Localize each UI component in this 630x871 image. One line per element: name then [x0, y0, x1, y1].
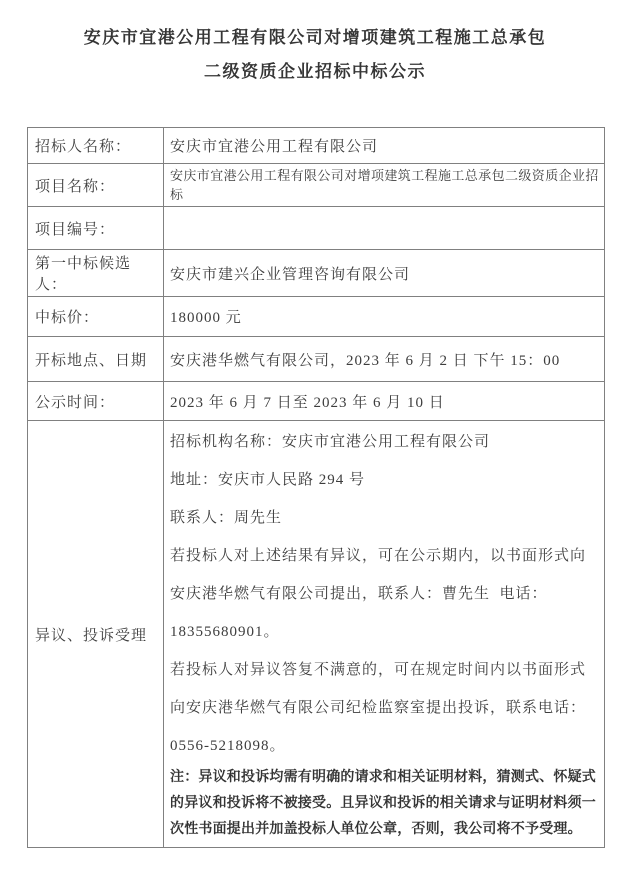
- row-value: 安庆市宜港公用工程有限公司对增项建筑工程施工总承包二级资质企业招标: [164, 164, 605, 207]
- row-label: 开标地点、日期: [28, 337, 164, 382]
- row-value: [164, 207, 605, 250]
- row-project-number: [28, 207, 605, 250]
- row-value: 2023 年 6 月 7 日至 2023 年 6 月 10 日: [164, 382, 605, 421]
- row-value: 安庆市建兴企业管理咨询有限公司: [164, 250, 605, 297]
- complaint-line: 联系人：周先生: [170, 510, 283, 526]
- row-announcement-period: [28, 382, 605, 421]
- row-winning-price: [28, 297, 605, 337]
- row-value: 安庆市宜港公用工程有限公司: [164, 128, 605, 164]
- row-label: 公示时间：: [28, 382, 164, 421]
- complaint-note: 注：异议和投诉均需有明确的请求和相关证明材料，猜测式、怀疑式的异议和投诉将不被接受。且异议和投诉的相关请求与证明材料须一次性书面提出并加盖投标人单位公章，否则，我公司将不予受理。: [170, 770, 596, 837]
- row-project-name: [28, 164, 605, 207]
- page-title-line-1: 安庆市宜港公用工程有限公司对增项建筑工程施工总承包: [83, 28, 547, 47]
- row-objection-complaint: [28, 421, 605, 848]
- complaint-line: 地址：安庆市人民路 294 号: [170, 472, 366, 488]
- row-opening-place-date: [28, 337, 605, 382]
- row-label: 项目名称：: [28, 164, 164, 207]
- page-title: [0, 0, 630, 89]
- row-label: 第一中标候选人：: [28, 250, 164, 297]
- row-value: 安庆港华燃气有限公司，2023 年 6 月 2 日 下午 15：00: [164, 337, 605, 382]
- row-first-winning-candidate: [28, 250, 605, 297]
- row-bidder-name: [28, 128, 605, 164]
- row-label: 招标人名称：: [28, 128, 164, 164]
- row-label: 中标价：: [28, 297, 164, 337]
- row-label: 项目编号：: [28, 207, 164, 250]
- complaint-line: 若投标人对上述结果有异议，可在公示期内，以书面形式向安庆港华燃气有限公司提出，联系人：曹先生 电话：18355680901。: [170, 548, 587, 640]
- row-value: [164, 421, 605, 848]
- bid-result-table: [27, 127, 605, 848]
- row-value: 180000 元: [164, 297, 605, 337]
- complaint-line: 招标机构名称：安庆市宜港公用工程有限公司: [170, 434, 491, 450]
- row-label: 异议、投诉受理: [28, 421, 164, 848]
- page-title-line-2: 二级资质企业招标中标公示: [204, 62, 426, 81]
- complaint-line: 若投标人对异议答复不满意的，可在规定时间内以书面形式向安庆港华燃气有限公司纪检监察室提出投诉，联系电话：0556-5218098。: [170, 662, 587, 754]
